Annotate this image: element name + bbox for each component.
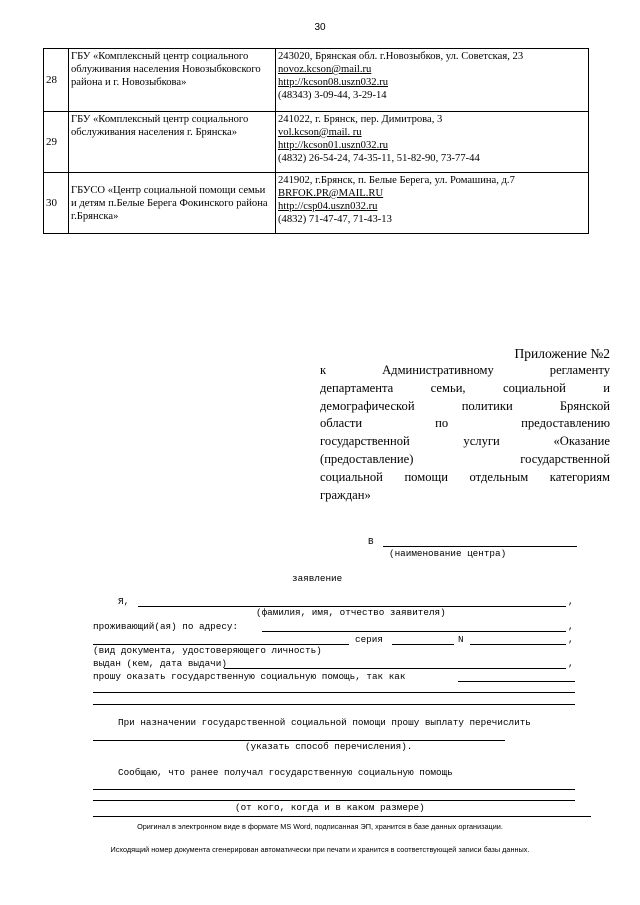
appendix-block xyxy=(320,346,610,504)
row-number: 29 xyxy=(44,112,69,173)
center-site[interactable]: http://csp04.uszn032.ru xyxy=(278,201,378,212)
appendix-line: области по предоставлению xyxy=(320,416,610,431)
center-site[interactable]: http://kcson08.uszn032.ru xyxy=(278,77,389,88)
received-text: Сообщаю, что ранее получал государственную социальную помощь xyxy=(118,767,453,778)
comma: , xyxy=(568,596,574,607)
appendix-line: государственной услуги «Оказание xyxy=(320,434,610,449)
center-address: 241902, г.Брянск, п. Белые Берега, ул. Ромашина, д.7 xyxy=(278,175,515,186)
centers-table xyxy=(43,48,589,234)
number-field[interactable] xyxy=(470,644,566,645)
series-label: серия xyxy=(355,634,383,645)
address-field[interactable] xyxy=(262,631,566,632)
issued-field[interactable] xyxy=(224,668,566,669)
table-row xyxy=(44,173,589,234)
center-name: ГБУСО «Центр социальной помощи семьи и детям п.Белые Берега Фокинского района г.Брянска» xyxy=(69,173,276,234)
row-number: 30 xyxy=(44,173,69,234)
row-number: 28 xyxy=(44,49,69,112)
to-prefix: В xyxy=(368,536,374,547)
request-label: прошу оказать государственную социальную помощь, так как xyxy=(93,671,406,682)
table-row xyxy=(44,49,589,112)
center-address: 241022, г. Брянск, пер. Димитрова, 3 xyxy=(278,114,443,125)
reason-field-line[interactable] xyxy=(93,692,575,693)
footer-line-2: Исходящий номер документа сгенерирован автоматически при печати и хранится в соответствующей записи базы данных. xyxy=(110,845,530,854)
appendix-line: (предоставление) государственной xyxy=(320,451,610,466)
payment-text: При назначении государственной социальной помощи прошу выплату перечислить xyxy=(118,717,531,728)
appendix-line: департамента семьи, социальной и xyxy=(320,380,610,395)
appendix-line: к Административному регламенту xyxy=(320,363,610,377)
center-address: 243020, Брянская обл. г.Новозыбков, ул. Советская, 23 xyxy=(278,51,524,62)
center-site[interactable]: http://kcson01.uszn032.ru xyxy=(278,140,389,151)
center-email[interactable]: vol.kcson@mail. ru xyxy=(278,127,362,138)
appendix-title: Приложение №2 xyxy=(514,346,610,361)
comma: , xyxy=(568,658,574,669)
reason-field[interactable] xyxy=(458,681,575,682)
i-label: Я, xyxy=(118,596,130,607)
address-label: проживающий(ая) по адресу: xyxy=(93,621,239,632)
issued-label: выдан (кем, дата выдачи) xyxy=(93,658,227,669)
document-hint: (вид документа, удостоверяющего личность) xyxy=(93,645,322,656)
received-field-line[interactable] xyxy=(93,789,575,790)
center-email[interactable]: BRFOK.PR@MAIL.RU xyxy=(278,188,384,199)
center-name-hint: (наименование центра) xyxy=(389,548,507,559)
footer-line-1: Оригинал в электронном виде в формате MS Word, подписанная ЭП, хранится в базе данных организации. xyxy=(137,822,503,831)
number-label: N xyxy=(458,634,464,645)
center-email[interactable]: novoz.kcson@mail.ru xyxy=(278,64,372,75)
comma: , xyxy=(568,621,574,632)
center-contacts xyxy=(276,112,589,173)
center-contacts xyxy=(276,49,589,112)
received-field-line[interactable] xyxy=(93,800,575,801)
center-phones: (48343) 3-09-44, 3-29-14 xyxy=(278,90,387,101)
center-contacts xyxy=(276,173,589,234)
center-phones: (4832) 26-54-24, 74-35-11, 51-82-90, 73-77-44 xyxy=(278,153,480,164)
center-name: ГБУ «Комплексный центр социального облуживания населения Новозыбковского района и г. Новозыбкова» xyxy=(69,49,276,112)
payment-hint: (указать способ перечисления). xyxy=(245,741,413,752)
appendix-line: социальной помощи отдельным категориям xyxy=(320,469,610,484)
form-heading: заявление xyxy=(292,573,343,584)
fio-hint: (фамилия, имя, отчество заявителя) xyxy=(256,607,446,618)
center-phones: (4832) 71-47-47, 71-43-13 xyxy=(278,214,392,225)
received-hint: (от кого, когда и в каком размере) xyxy=(235,802,425,813)
center-name: ГБУ «Комплексный центр социального обслуживания населения г. Брянска» xyxy=(69,112,276,173)
appendix-line: граждан» xyxy=(320,487,371,502)
comma: , xyxy=(568,634,574,645)
series-field[interactable] xyxy=(392,644,454,645)
center-name-field[interactable] xyxy=(383,546,577,547)
page-number: 30 xyxy=(314,22,326,33)
reason-field-line[interactable] xyxy=(93,704,575,705)
appendix-line: демографической политики Брянской xyxy=(320,398,610,413)
table-row xyxy=(44,112,589,173)
footer-divider xyxy=(93,816,591,817)
